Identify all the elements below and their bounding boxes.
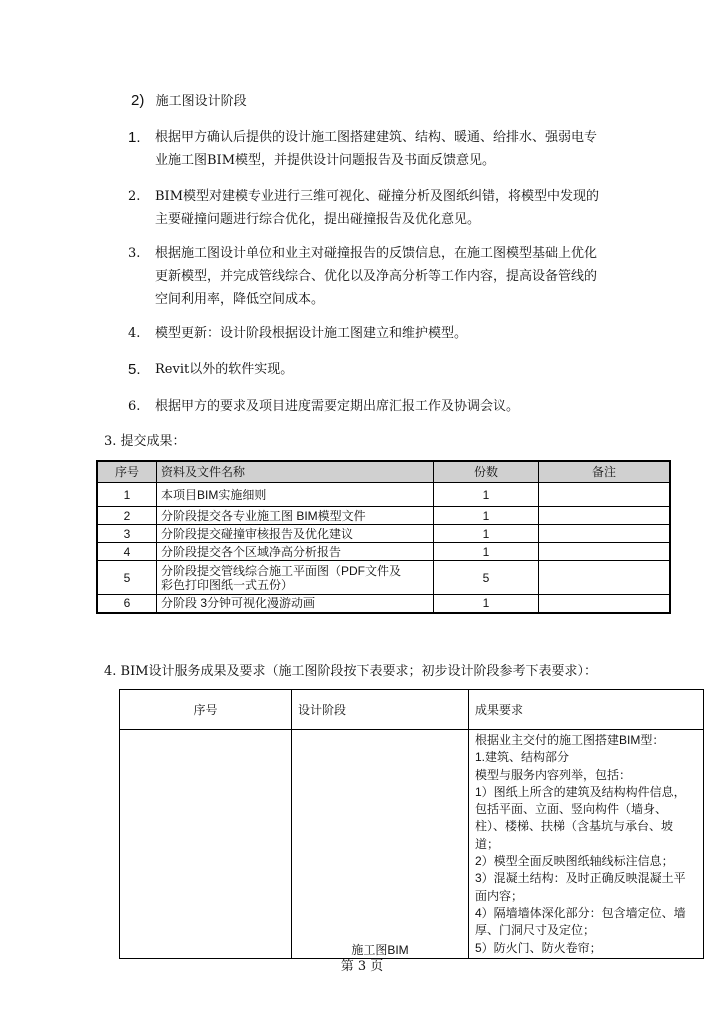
list-item-number: 4. — [128, 326, 141, 341]
section-4-heading: 4. BIM设计服务成果及要求（施工图阶段按下表要求；初步设计阶段参考下表要求）： — [104, 664, 598, 679]
table-row — [120, 730, 704, 959]
list-item-line: 根据甲方确认后提供的设计施工图搭建建筑、结构、暖通、给排水、强弱电专 — [155, 130, 598, 145]
list-item-number: 1. — [128, 129, 141, 146]
deliverables-table — [96, 460, 671, 614]
requirement-line: 根据业主交付的施工图搭建BIM型： — [475, 733, 665, 747]
bim-requirements-table — [119, 689, 704, 959]
cell-no: 3 — [97, 525, 157, 543]
list-item-line: 根据施工图设计单位和业主对碰撞报告的反馈信息，在施工图模型基础上优化 — [155, 246, 598, 261]
cell-note — [539, 507, 671, 525]
cell-name-line: 彩色打印图纸一式五份） — [161, 577, 294, 592]
table-header-row — [120, 690, 704, 730]
cell-note — [539, 525, 671, 543]
cell-note — [539, 595, 671, 613]
cell-qty: 1 — [434, 525, 539, 543]
list-item-line: 空间利用率，降低空间成本。 — [155, 292, 325, 307]
cell-name-line: 分阶段提交管线综合施工平面图（PDF文件及 — [161, 563, 402, 578]
col-header-name: 资料及文件名称 — [157, 461, 434, 483]
col-header-note: 备注 — [539, 461, 671, 483]
cell-qty: 1 — [434, 595, 539, 613]
requirement-line: 道； — [475, 836, 500, 851]
page-number: 第 3 页 — [340, 959, 384, 974]
list-item-number: 6. — [128, 399, 141, 414]
col-header-qty: 份数 — [434, 461, 539, 483]
section-2-heading — [131, 91, 247, 112]
col-header-stage: 设计阶段 — [292, 690, 469, 730]
table-row — [97, 483, 670, 507]
cell-qty: 1 — [434, 483, 539, 507]
cell-no: 1 — [97, 483, 157, 507]
cell-no: 2 — [97, 507, 157, 525]
list-item-number: 5. — [128, 361, 141, 378]
table-row — [97, 525, 670, 543]
requirement-line: 5）防火门、防火卷帘； — [475, 940, 602, 955]
list-item-line: 业施工图BIM模型，并提供设计问题报告及书面反馈意见。 — [155, 153, 495, 168]
cell-name: 分阶段 3分钟可视化漫游动画 — [157, 595, 434, 613]
table-row — [97, 561, 670, 595]
cell-no: 5 — [97, 561, 157, 595]
list-item-line: 模型更新：设计阶段根据设计施工图建立和维护模型。 — [155, 326, 468, 341]
cell-qty: 5 — [434, 561, 539, 595]
stage-label: 施工图BIM — [351, 943, 409, 957]
requirement-line: 包括平面、立面、竖向构件（墙身、 — [475, 802, 668, 817]
cell-qty: 1 — [434, 507, 539, 525]
requirement-line: 模型与服务内容列举，包括： — [475, 767, 632, 782]
list-item-line: Revit以外的软件实现。 — [155, 362, 294, 377]
cell-name: 分阶段提交各专业施工图 BIM模型文件 — [157, 507, 434, 525]
requirement-line: 3）混凝土结构：及时正确反映混凝土平 — [475, 871, 686, 886]
list-item-number: 2. — [128, 189, 141, 204]
cell-note — [539, 483, 671, 507]
requirement-line: 1）图纸上所含的建筑及结构构件信息， — [475, 784, 686, 799]
cell-no: 6 — [97, 595, 157, 613]
cell-name: 分阶段提交各个区域净高分析报告 — [157, 543, 434, 561]
list-item-line: 更新模型，并完成管线综合、优化以及净高分析等工作内容，提高设备管线的 — [155, 269, 598, 284]
requirement-line: 面内容； — [475, 888, 524, 903]
list-item-line: 根据甲方的要求及项目进度需要定期出席汇报工作及协调会议。 — [155, 399, 520, 414]
table-row — [97, 543, 670, 561]
cell-name: 本项目BIM实施细则 — [157, 483, 434, 507]
table-row — [97, 595, 670, 613]
cell-note — [539, 543, 671, 561]
requirement-line: 2）模型全面反映图纸轴线标注信息； — [475, 854, 674, 869]
col-header-requirements: 成果要求 — [469, 690, 704, 730]
col-header-no: 序号 — [120, 690, 292, 730]
section-2-marker: 2) — [131, 92, 145, 109]
cell-no: 4 — [97, 543, 157, 561]
cell-qty: 1 — [434, 543, 539, 561]
requirement-line: 柱）、楼梯、扶梯（含基坑与承台、坡 — [475, 819, 674, 834]
cell-name — [157, 561, 434, 595]
requirement-line: 1.建筑、结构部分 — [475, 750, 570, 765]
cell-name: 分阶段提交碰撞审核报告及优化建议 — [157, 525, 434, 543]
cell-note — [539, 561, 671, 595]
section-2-title: 施工图设计阶段 — [155, 94, 247, 109]
list-item-number: 3. — [128, 246, 141, 261]
table-row — [97, 507, 670, 525]
requirement-line: 4）隔墙墙体深化部分：包含墙定位、墙 — [475, 905, 686, 920]
cell-no — [120, 730, 292, 959]
col-header-no: 序号 — [97, 461, 157, 483]
cell-requirements — [469, 730, 704, 959]
list-item-line: BIM模型对建模专业进行三维可视化、碰撞分析及图纸纠错，将模型中发现的 — [155, 189, 599, 204]
section-3-heading: 3. 提交成果： — [104, 434, 186, 449]
requirement-line: 厚、门洞尺寸及定位； — [475, 923, 596, 938]
list-item-line: 主要碰撞问题进行综合优化，提出碰撞报告及优化意见。 — [155, 212, 481, 227]
cell-stage — [292, 730, 469, 959]
table-header-row — [97, 461, 670, 483]
